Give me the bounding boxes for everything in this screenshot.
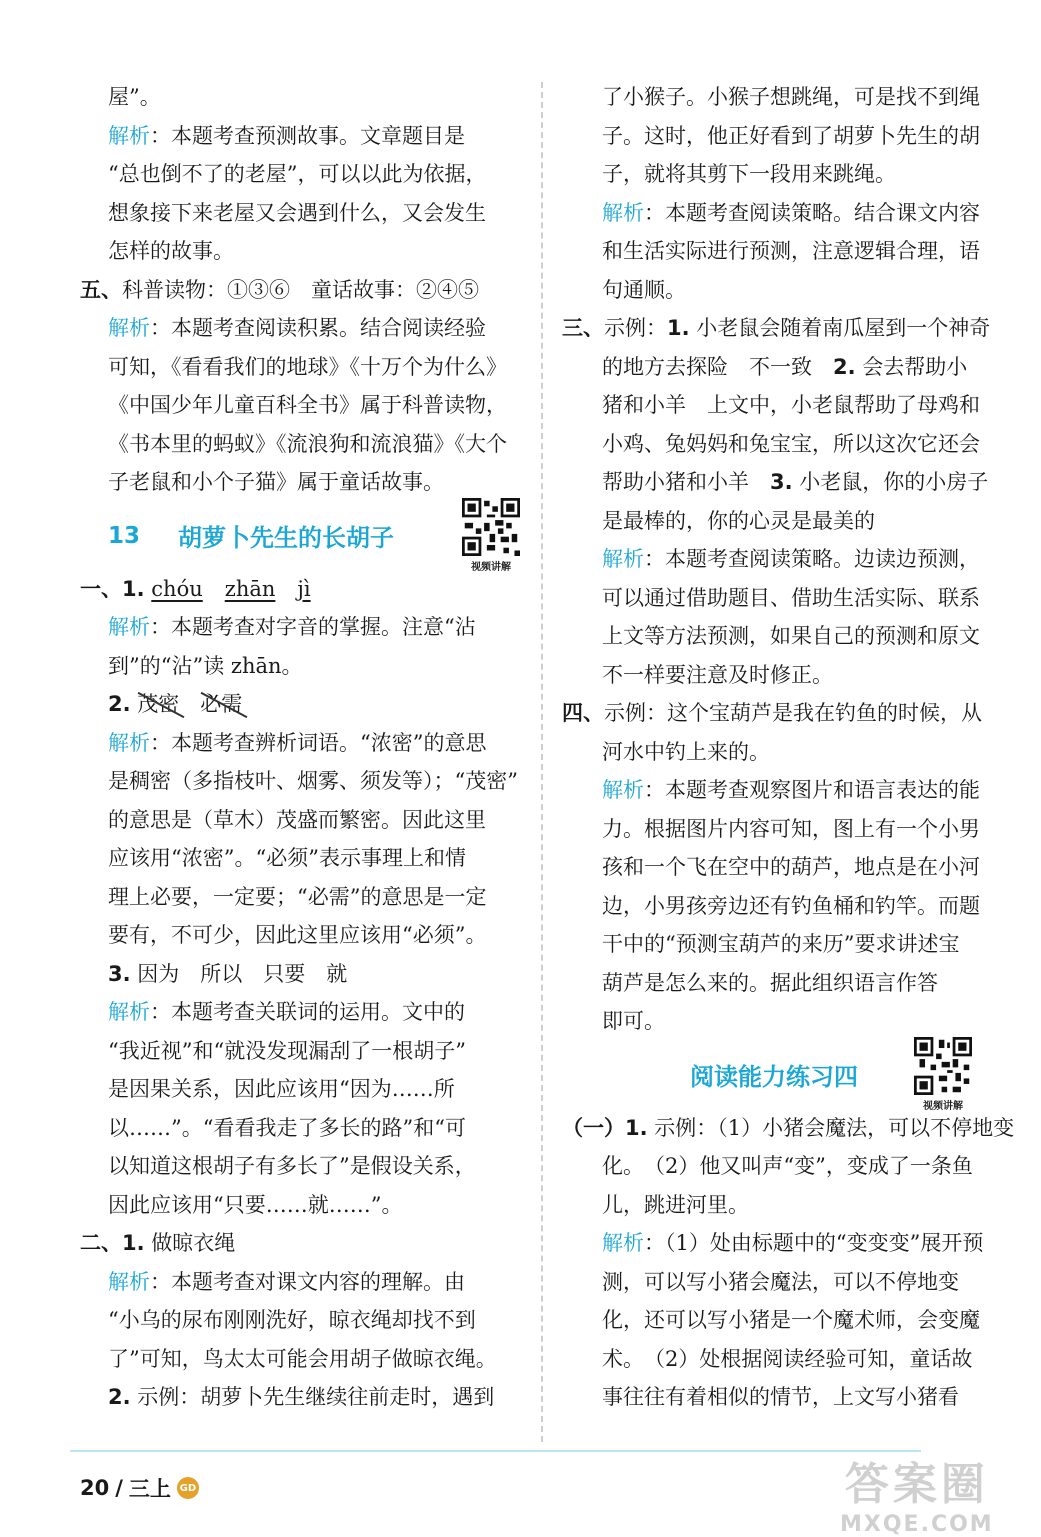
question-line: 五、科普读物：①③⑥ 童话故事：②④⑤ xyxy=(80,276,479,302)
text-line: 测，可以写小猪会魔法，可以不停地变 xyxy=(602,1269,959,1294)
text-line: 上文等方法预测，如果自己的预测和原文 xyxy=(602,624,980,648)
text-line: 子，就将其剪下一段用来跳绳。 xyxy=(602,162,896,186)
text-line: 和生活实际进行预测，注意逻辑合理，语 xyxy=(602,239,980,263)
practice-heading xyxy=(562,1041,1012,1112)
text-line: 可以通过借助题目、借助生活实际、联系 xyxy=(602,585,980,610)
text-line: 到”的“沾”读 zhān。 xyxy=(108,653,303,678)
watermark-url: MXQE.COM xyxy=(840,1512,994,1537)
text-line: 以知道这根胡子有多长了”是假设关系， xyxy=(108,1154,476,1178)
text-line: “我近视”和“就没发现漏刮了一根胡子” xyxy=(108,1038,466,1063)
footer-rule xyxy=(70,1450,921,1452)
left-column xyxy=(80,78,520,1417)
text-line: 《中国少年儿童百科全书》属于科普读物， xyxy=(108,393,507,417)
qr-code-icon xyxy=(462,498,520,556)
qr-code-block[interactable] xyxy=(462,498,520,573)
text-line: 河水中钓上来的。 xyxy=(602,739,770,764)
section-number: 一、 xyxy=(80,575,122,601)
text-line: 《书本里的蚂蚁》《流浪狗和流浪猫》《大个 xyxy=(108,431,507,456)
analysis-tag: 解析 xyxy=(108,123,150,148)
question-line: 三、示例：1. 小老鼠会随着南瓜屋到一个神奇 xyxy=(562,315,991,340)
qr-caption: 视频讲解 xyxy=(923,1101,963,1112)
text-line: 子老鼠和小个子猫》属于童话故事。 xyxy=(108,470,444,494)
text-line: 句通顺。 xyxy=(602,277,686,302)
text-line: 理上必要，一定要；“必需”的意思是一定 xyxy=(108,884,487,909)
text-line: 孩和一个飞在空中的葫芦，地点是在小河 xyxy=(602,855,980,879)
text-line: 葫芦是怎么来的。据此组织语言作答 xyxy=(602,970,938,995)
analysis-tag: 解析 xyxy=(108,1269,150,1294)
text-line: 是稠密（多指枝叶、烟雾、须发等）；“茂密” xyxy=(108,769,518,793)
qr-code-block[interactable] xyxy=(914,1037,972,1112)
question-line: 2. 茂密 必需 xyxy=(80,685,520,724)
lesson-heading xyxy=(80,502,520,573)
analysis-line: 解析：（1）处由标题中的“变变变”展开预 xyxy=(602,1231,984,1255)
text-line: 是因果关系，因此应该用“因为……所 xyxy=(108,1077,455,1101)
text-line: 化。 （2）他又叫声“变”，变成了一条鱼 xyxy=(602,1154,973,1178)
edition-badge: GD xyxy=(177,1477,199,1499)
section-number: 四、 xyxy=(562,700,604,725)
lesson-number: 13 xyxy=(108,522,141,549)
analysis-tag: 解析 xyxy=(602,547,644,571)
question-line: （一）1. 示例：（1）小猪会魔法，可以不停地变 xyxy=(562,1114,1015,1140)
text-line: 术。 （2）处根据阅读经验可知，童话故 xyxy=(602,1346,973,1371)
text-line: 小鸡、兔妈妈和兔宝宝，所以这次它还会 xyxy=(602,431,980,456)
text-line: 应该用“浓密”。“必须”表示事理上和情 xyxy=(108,846,466,870)
text-line: 儿，跳进河里。 xyxy=(602,1192,749,1217)
analysis-line: 解析：本题考查辨析词语。“浓密”的意思 xyxy=(108,730,487,755)
analysis-line: 解析：本题考查观察图片和语言表达的能 xyxy=(602,778,980,802)
analysis-tag: 解析 xyxy=(108,615,150,639)
watermark xyxy=(840,1448,994,1537)
section-number: 五、 xyxy=(80,276,122,302)
analysis-tag: 解析 xyxy=(108,730,150,755)
analysis-tag: 解析 xyxy=(602,200,644,225)
text-line: 屋”。 xyxy=(108,85,161,109)
analysis-line: 解析：本题考查阅读策略。结合课文内容 xyxy=(602,200,980,225)
text-line: 想象接下来老屋又会遇到什么，又会发生 xyxy=(108,200,486,225)
pinyin-answer: jì xyxy=(297,576,311,601)
text-line: 干中的“预测宝葫芦的来历”要求讲述宝 xyxy=(602,932,960,956)
text-line: 可知，《看看我们的地球》《十万个为什么》 xyxy=(108,354,507,379)
analysis-tag: 解析 xyxy=(108,316,150,340)
text-line: 的地方去探险 不一致 2. 会去帮助小 xyxy=(602,354,968,379)
analysis-line: 解析：本题考查预测故事。文章题目是 xyxy=(108,123,465,148)
analysis-line: 解析：本题考查关联词的运用。文中的 xyxy=(108,1000,465,1024)
question-line: 3. 因为 所以 只要 就 xyxy=(108,961,348,986)
text-line: 以……”。“看看我走了多长的路”和“可 xyxy=(108,1115,466,1140)
crossed-word: 茂密 xyxy=(137,685,179,724)
text-line: “总也倒不了的老屋”，可以以此为依据， xyxy=(108,162,487,186)
text-line: 力。根据图片内容可知，图上有一个小男 xyxy=(602,816,980,841)
text-line: 怎样的故事。 xyxy=(108,239,234,263)
text-line: 是最棒的，你的心灵是最美的 xyxy=(602,508,875,533)
text-line: 事往往有着相似的情节，上文写小猪看 xyxy=(602,1385,959,1409)
watermark-logo: 答案圈 xyxy=(844,1459,989,1510)
question-line: 四、示例：这个宝葫芦是我在钓鱼的时候，从 xyxy=(562,700,982,725)
text-line: 帮助小猪和小羊 3. 小老鼠，你的小房子 xyxy=(602,470,989,494)
section-number: 三、 xyxy=(562,315,604,340)
text-line: 子。这时，他正好看到了胡萝卜先生的胡 xyxy=(602,123,980,148)
text-line: 猪和小羊 上文中，小老鼠帮助了母鸡和 xyxy=(602,393,980,417)
text-line: 化，还可以写小猪是一个魔术师，会变魔 xyxy=(602,1308,980,1332)
lesson-title: 胡萝卜先生的长胡子 xyxy=(178,524,394,552)
analysis-tag: 解析 xyxy=(108,1000,150,1024)
text-line: “小乌的尿布刚刚洗好，晾衣绳却找不到 xyxy=(108,1308,476,1332)
section-number: （一） xyxy=(562,1114,625,1140)
page-number: 20 xyxy=(80,1476,110,1500)
footer-separator: / xyxy=(115,1476,123,1500)
text-line: 因此应该用“只要……就……”。 xyxy=(108,1192,403,1217)
analysis-tag: 解析 xyxy=(602,778,644,802)
qr-caption: 视频讲解 xyxy=(471,562,511,573)
right-column xyxy=(562,78,1015,1417)
page-footer xyxy=(80,1473,199,1503)
pinyin-answer: chóu xyxy=(151,576,203,601)
analysis-line: 解析：本题考查阅读策略。边读边预测， xyxy=(602,547,980,571)
crossed-word: 必需 xyxy=(200,685,242,724)
analysis-line: 解析：本题考查对字音的掌握。注意“沾 xyxy=(108,615,476,639)
text-line: 即可。 xyxy=(602,1009,665,1033)
section-number: 二、 xyxy=(80,1230,122,1255)
analysis-line: 解析：本题考查对课文内容的理解。由 xyxy=(108,1269,465,1294)
analysis-tag: 解析 xyxy=(602,1231,644,1255)
column-divider xyxy=(541,82,543,1442)
analysis-line: 解析：本题考查阅读积累。结合阅读经验 xyxy=(108,316,486,340)
qr-code-icon xyxy=(914,1037,972,1095)
question-line: 2. 示例：胡萝卜先生继续往前走时，遇到 xyxy=(108,1385,495,1409)
text-line: 不一样要注意及时修正。 xyxy=(602,662,833,687)
question-line: 一、1. chóu zhān jì xyxy=(80,575,311,601)
text-line: 要有，不可少，因此这里应该用“必须”。 xyxy=(108,923,487,947)
practice-title: 阅读能力练习四 xyxy=(690,1063,858,1091)
question-line: 二、1. 做晾衣绳 xyxy=(80,1230,236,1255)
text-line: 边，小男孩旁边还有钓鱼桶和钓竿。而题 xyxy=(602,893,980,918)
text-line: 了”可知，鸟太太可能会用胡子做晾衣绳。 xyxy=(108,1346,497,1371)
text-line: 了小猴子。小猴子想跳绳，可是找不到绳 xyxy=(602,85,980,109)
grade-label: 三上 xyxy=(128,1477,171,1501)
text-line: 的意思是（草木）茂盛而繁密。因此这里 xyxy=(108,807,486,832)
pinyin-answer: zhān xyxy=(224,576,276,601)
